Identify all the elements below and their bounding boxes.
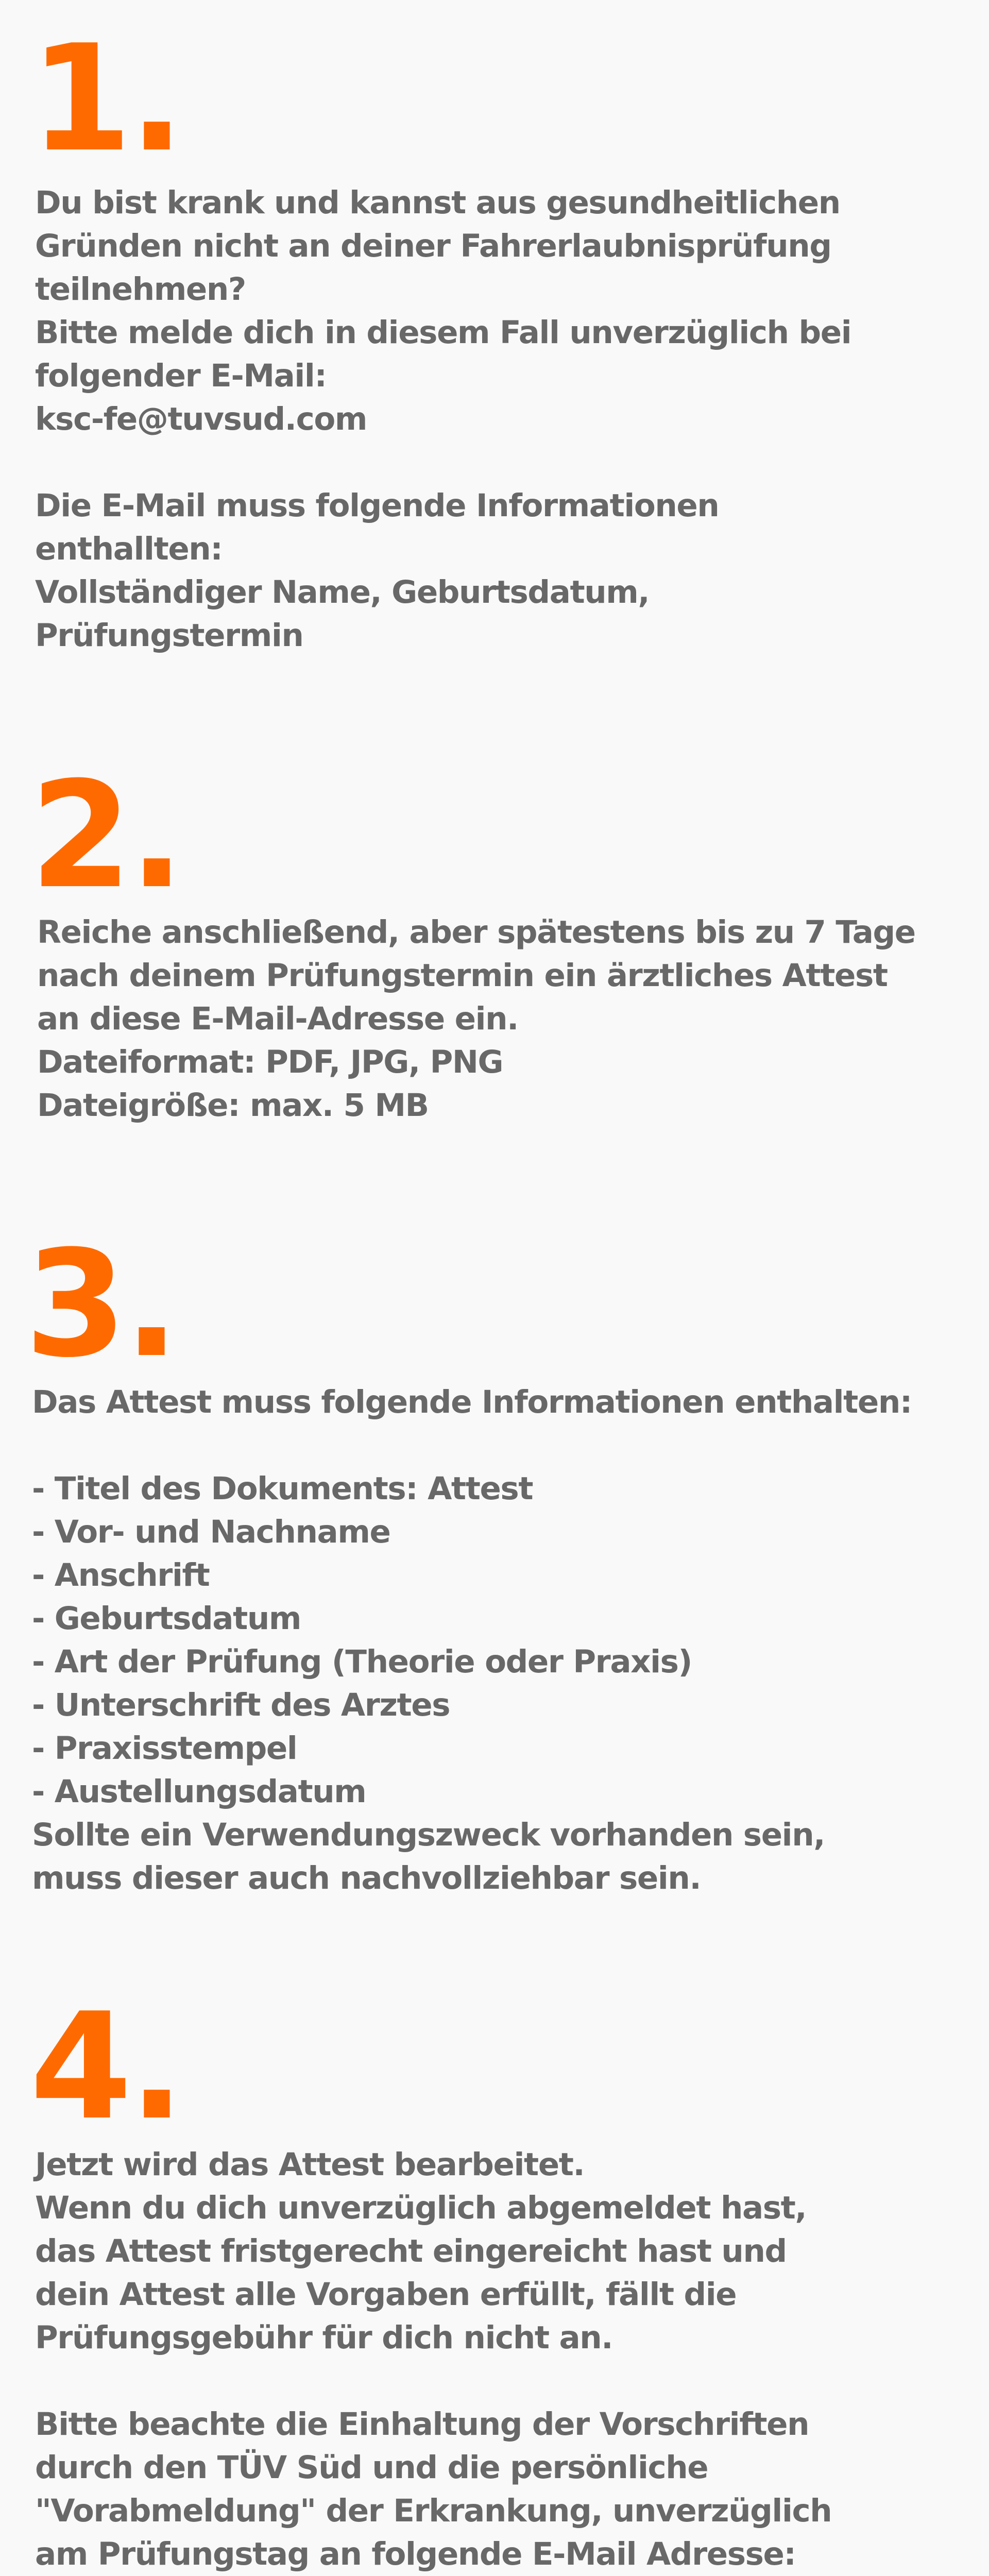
step-3-list-item: - Austellungsdatum bbox=[32, 1773, 366, 1810]
step-4-line: "Vorabmeldung" der Erkrankung, unverzüglich bbox=[35, 2493, 832, 2529]
step-4-line: Wenn du dich unverzüglich abgemeldet hast, bbox=[35, 2190, 807, 2226]
step-3-line: muss dieser auch nachvollziehbar sein. bbox=[32, 1860, 701, 1896]
step-1-line: teilnehmen? bbox=[35, 271, 246, 308]
step-4-text bbox=[35, 2143, 914, 2576]
step-2-number: 2. bbox=[30, 750, 182, 921]
step-4-line: Prüfungsgebühr für dich nicht an. bbox=[35, 2319, 613, 2356]
step-3-number: 3. bbox=[25, 1219, 177, 1390]
step-4-line: das Attest fristgerecht eingereicht hast und bbox=[35, 2233, 787, 2269]
step-1-text bbox=[35, 181, 851, 657]
step-1-line: folgender E-Mail: bbox=[35, 358, 327, 394]
step-3-list-item: - Vor- und Nachname bbox=[32, 1514, 390, 1550]
step-1-line: Gründen nicht an deiner Fahrerlaubnisprüfung bbox=[35, 228, 831, 264]
step-3-list-item: - Unterschrift des Arztes bbox=[32, 1687, 450, 1723]
step-4-line: Bitte beachte die Einhaltung der Vorschriften bbox=[35, 2406, 809, 2443]
step-2-line: Reiche anschließend, aber spätestens bis zu 7 Tage bbox=[37, 914, 915, 951]
step-1-blank-line bbox=[35, 441, 851, 484]
step-1-line: Du bist krank und kannst aus gesundheitlichen bbox=[35, 184, 840, 221]
step-4-line: durch den TÜV Süd und die persönliche bbox=[35, 2449, 708, 2486]
step-1-number: 1. bbox=[30, 13, 182, 184]
step-3-list-item: - Anschrift bbox=[32, 1557, 210, 1594]
step-1-line: Prüfungstermin bbox=[35, 617, 303, 654]
step-3-line: Das Attest muss folgende Informationen enthalten: bbox=[32, 1384, 912, 1420]
step-3-list-item: - Geburtsdatum bbox=[32, 1600, 301, 1637]
step-2-line: Dateigröße: max. 5 MB bbox=[37, 1087, 429, 1124]
step-1-email: ksc-fe@tuvsud.com bbox=[35, 401, 367, 437]
step-4-number: 4. bbox=[30, 1981, 182, 2153]
step-2-line: nach deinem Prüfungstermin ein ärztliches Attest bbox=[37, 957, 888, 994]
step-3-list-item: - Titel des Dokuments: Attest bbox=[32, 1470, 533, 1507]
step-2-line: Dateiformat: PDF, JPG, PNG bbox=[37, 1044, 503, 1080]
step-1-line: Vollständiger Name, Geburtsdatum, bbox=[35, 574, 650, 611]
step-3-line: Sollte ein Verwendungszweck vorhanden sein, bbox=[32, 1817, 825, 1853]
step-2-line: an diese E-Mail-Adresse ein. bbox=[37, 1001, 518, 1037]
step-3-text bbox=[32, 1381, 912, 1900]
step-1-line: Die E-Mail muss folgende Informationen bbox=[35, 487, 719, 524]
step-1-line: enthallten: bbox=[35, 531, 223, 567]
step-4-line: Jetzt wird das Attest bearbeitet. bbox=[35, 2146, 585, 2183]
step-2-text bbox=[37, 911, 915, 1127]
step-3-blank-line bbox=[32, 1424, 912, 1467]
step-3-list-item: - Praxisstempel bbox=[32, 1730, 297, 1767]
step-4-blank-line bbox=[35, 2360, 914, 2403]
step-4-line: dein Attest alle Vorgaben erfüllt, fällt die bbox=[35, 2276, 737, 2313]
step-3-list-item: - Art der Prüfung (Theorie oder Praxis) bbox=[32, 1643, 692, 1680]
step-4-line: am Prüfungstag an folgende E-Mail Adresse: bbox=[35, 2536, 796, 2572]
step-1-line: Bitte melde dich in diesem Fall unverzüglich bei bbox=[35, 314, 851, 351]
